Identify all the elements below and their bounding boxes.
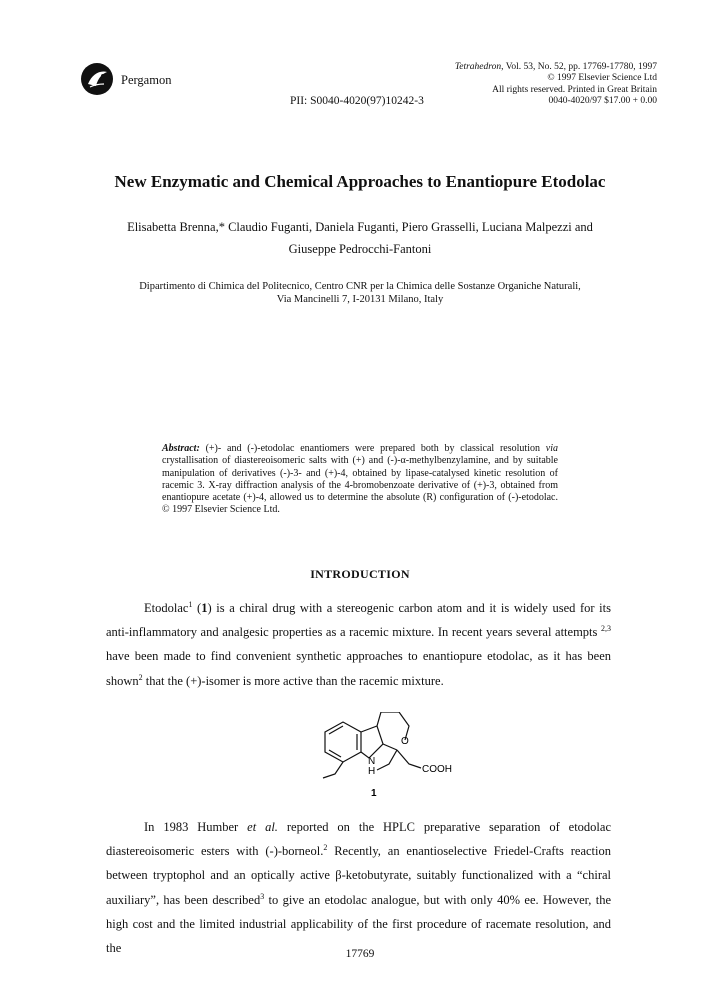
p1-text-e: that the (+)-isomer is more active than the racemic mixture. [142, 673, 444, 688]
abstract-text-1: (+)- and (-)-etodolac enantiomers were prepared both by classical resolution [199, 443, 546, 454]
p1-text-a: Etodolac [144, 601, 189, 615]
affiliation-line-2: Via Mancinelli 7, I-20131 Milano, Italy [276, 293, 444, 305]
journal-citation [357, 62, 657, 73]
p2-ref-1: 2 [323, 843, 328, 853]
pii-identifier: PII: S0040-4020(97)10242-3 [290, 95, 424, 107]
journal-volume: , Vol. 53, No. 52, pp. 17769-17780, 1997 [501, 62, 657, 72]
structure-compound-number: 1 [371, 788, 377, 799]
copyright-line: © 1997 Elsevier Science Ltd [547, 73, 657, 84]
affiliation-line-1: Dipartimento di Chimica del Politecnico, Centro CNR per la Chimica delle Sostanze Organiche Naturali, [139, 281, 581, 292]
abstract-via: via [545, 443, 558, 454]
introduction-paragraph-2 [106, 815, 611, 960]
p2-text-d: to give an etodolac analogue, but with only 40% ee. However, the high cost and the limited industrial applicability of the first procedure of racemate resolution, and the [106, 892, 611, 956]
pergamon-logo-icon [80, 62, 114, 96]
p1-text-b: ( [192, 601, 202, 615]
article-title: New Enzymatic and Chemical Approaches to Enantiopure Etodolac [114, 172, 606, 191]
rights-line: All rights reserved. Printed in Great Britain [492, 84, 657, 95]
p1-text-c: ) is a chiral drug with a stereogenic carbon atom and it is widely used for its anti-inflammatory and analgesic properties as a racemic mixture. In recent years several attempts [106, 601, 611, 640]
authors-line-2: Giuseppe Pedrocchi-Fantoni [288, 242, 432, 256]
journal-name: Tetrahedron [454, 62, 502, 72]
structure-acid-label: COOH [422, 764, 452, 775]
p2-text-b: reported on the HPLC preparative separation of etodolac diastereoisomeric esters with (-)-borneol. [106, 820, 612, 859]
introduction-paragraph-1 [106, 596, 611, 693]
abstract [162, 443, 558, 517]
authors-line-1: Elisabetta Brenna,* Claudio Fuganti, Daniela Fuganti, Piero Grasselli, Luciana Malpezzi and [127, 220, 593, 234]
p1-compound-ref: 1 [201, 601, 208, 615]
page-number: 17769 [345, 948, 375, 960]
author-list [60, 216, 660, 260]
abstract-text-2: crystallisation of diastereoisomeric salts with (+) and (-)-α-methylbenzylamine, and by suitable manipulation of derivatives (-)-3- and (+)-4, obtained by lipase-catalysed kinetic resolution of racemic 3. X-ray diffraction analysis of the 4-bromobenzoate derivative of (+)-3, obtained from enantiopure acetate (+)-4, allowed us to determine the absolute (R) configuration of (-)-etodolac. © 1997 Elsevier Science Ltd. [162, 455, 558, 516]
p1-ref-2: 2,3 [601, 624, 611, 634]
p2-text-a: In 1983 Humber [144, 820, 248, 834]
etodolac-structure [305, 712, 465, 808]
structure-oxygen-label: O [401, 736, 409, 747]
abstract-lead: Abstract: [162, 443, 200, 454]
structure-nitrogen-label: N [368, 756, 376, 767]
p2-ref-2: 3 [260, 891, 265, 901]
publisher-name: Pergamon [121, 73, 172, 87]
p1-text-d: have been made to find convenient synthetic approaches to enantiopure etodolac, as it has been shown [106, 649, 611, 688]
section-heading-introduction: INTRODUCTION [310, 567, 410, 581]
p1-ref-3: 2 [138, 672, 143, 682]
p2-text-c: Recently, an enantioselective Friedel-Crafts reaction between tryptophol and an optically active β-ketobutyrate, suitably functionalized with a “chiral auxiliary”, has been described [106, 844, 611, 907]
affiliation [60, 281, 660, 306]
p2-et-al: et al. [247, 820, 278, 834]
price-line: 0040-4020/97 $17.00 + 0.00 [548, 95, 657, 106]
structure-hydrogen-label: H [368, 766, 376, 777]
p1-ref-1: 1 [188, 599, 193, 609]
